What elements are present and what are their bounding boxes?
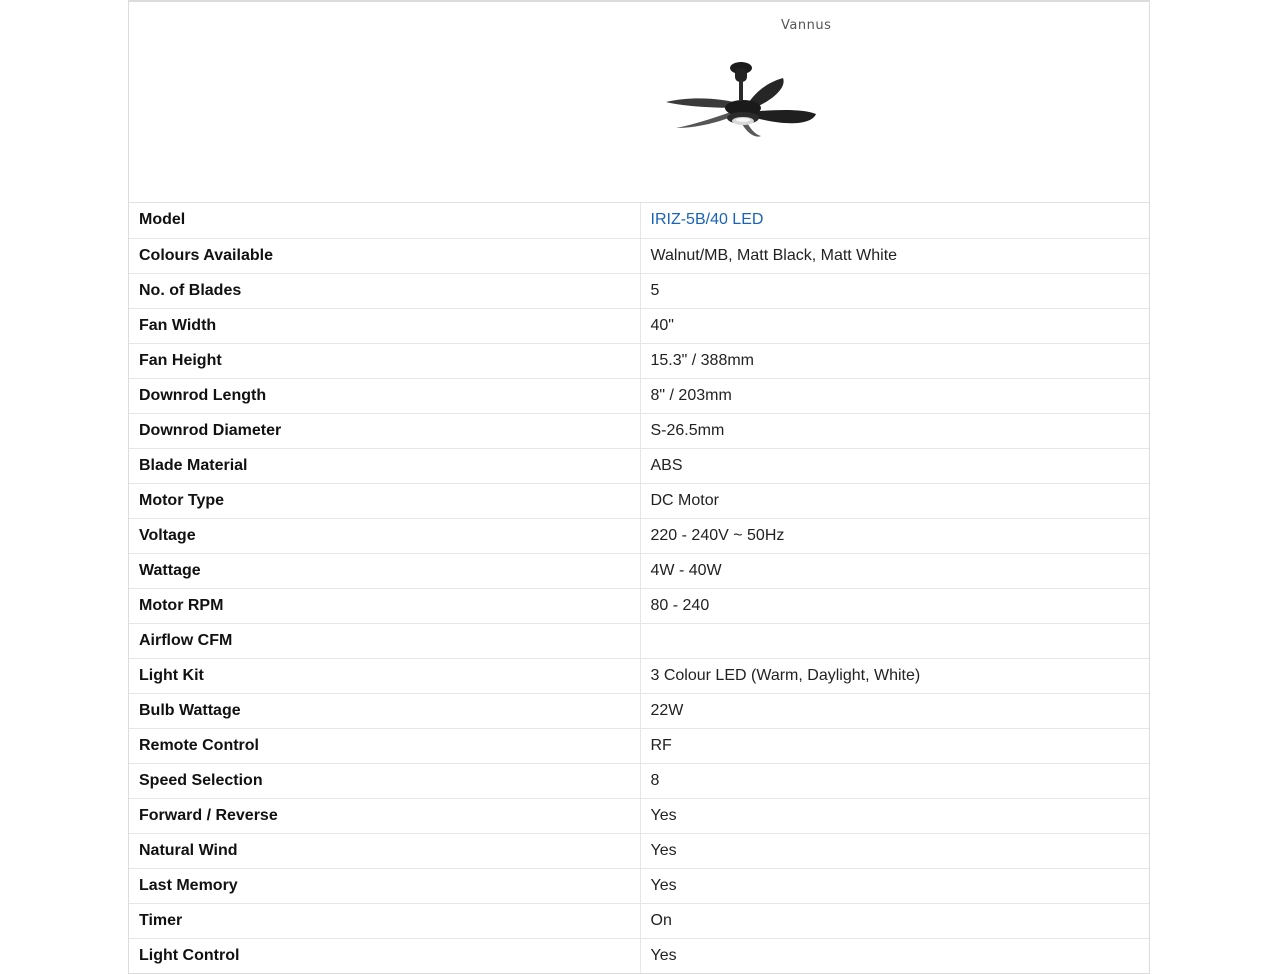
spec-label: Downrod Length bbox=[129, 378, 640, 413]
spec-value: 22W bbox=[640, 693, 1149, 728]
spec-row bbox=[129, 238, 1149, 273]
spec-label: Airflow CFM bbox=[129, 623, 640, 658]
spec-value: 4W - 40W bbox=[640, 553, 1149, 588]
spec-value: 8" / 203mm bbox=[640, 378, 1149, 413]
ceiling-fan-image bbox=[661, 60, 821, 150]
product-image-area bbox=[129, 2, 1149, 203]
spec-value bbox=[640, 623, 1149, 658]
spec-value: 5 bbox=[640, 273, 1149, 308]
spec-label: Natural Wind bbox=[129, 833, 640, 868]
spec-label: Colours Available bbox=[129, 238, 640, 273]
spec-row bbox=[129, 763, 1149, 798]
spec-row bbox=[129, 588, 1149, 623]
spec-value bbox=[640, 203, 1149, 238]
spec-value: 8 bbox=[640, 763, 1149, 798]
spec-value: Yes bbox=[640, 798, 1149, 833]
spec-label: Blade Material bbox=[129, 448, 640, 483]
spec-row bbox=[129, 833, 1149, 868]
spec-value: Yes bbox=[650, 946, 677, 964]
spec-label: Remote Control bbox=[129, 728, 640, 763]
specifications-table-body bbox=[129, 203, 1149, 973]
spec-value: Walnut/MB, Matt Black, Matt White bbox=[640, 238, 1149, 273]
spec-label: Speed Selection bbox=[129, 763, 640, 798]
spec-row bbox=[129, 903, 1149, 938]
spec-value: RF bbox=[640, 728, 1149, 763]
spec-label: Model bbox=[129, 203, 640, 238]
spec-value: Yes bbox=[640, 868, 1149, 903]
spec-label: Motor RPM bbox=[129, 588, 640, 623]
spec-row bbox=[129, 343, 1149, 378]
spec-row bbox=[129, 413, 1149, 448]
spec-row bbox=[129, 553, 1149, 588]
spec-label: Light Kit bbox=[129, 658, 640, 693]
spec-label: No. of Blades bbox=[129, 273, 640, 308]
spec-value: Yes bbox=[640, 833, 1149, 868]
product-spec-card bbox=[128, 0, 1150, 974]
spec-row bbox=[129, 518, 1149, 553]
spec-label: Light Control bbox=[129, 938, 640, 973]
spec-row bbox=[129, 868, 1149, 903]
spec-label: Motor Type bbox=[129, 483, 640, 518]
spec-row bbox=[129, 693, 1149, 728]
spec-label: Fan Width bbox=[129, 308, 640, 343]
spec-value: DC Motor bbox=[640, 483, 1149, 518]
brand-logo: Vannus bbox=[781, 18, 832, 33]
spec-label: Downrod Diameter bbox=[129, 413, 640, 448]
spec-label: Wattage bbox=[129, 553, 640, 588]
spec-label: Forward / Reverse bbox=[129, 798, 640, 833]
spec-row bbox=[129, 483, 1149, 518]
spec-label: Fan Height bbox=[129, 343, 640, 378]
spec-value: 40" bbox=[640, 308, 1149, 343]
spec-value: 80 - 240 bbox=[640, 588, 1149, 623]
spec-row bbox=[129, 938, 1149, 973]
spec-row bbox=[129, 448, 1149, 483]
spec-value: S-26.5mm bbox=[640, 413, 1149, 448]
spec-row bbox=[129, 378, 1149, 413]
specifications-table bbox=[129, 203, 1149, 973]
spec-value: 3 Colour LED (Warm, Daylight, White) bbox=[640, 658, 1149, 693]
spec-row bbox=[129, 798, 1149, 833]
spec-row bbox=[129, 203, 1149, 238]
spec-row bbox=[129, 623, 1149, 658]
spec-row bbox=[129, 658, 1149, 693]
spec-label: Voltage bbox=[129, 518, 640, 553]
spec-value: On bbox=[640, 903, 1149, 938]
spec-row bbox=[129, 728, 1149, 763]
spec-value: ABS bbox=[640, 448, 1149, 483]
spec-label: Timer bbox=[129, 903, 640, 938]
spec-label: Bulb Wattage bbox=[129, 693, 640, 728]
spec-row bbox=[129, 273, 1149, 308]
spec-value: 15.3" / 388mm bbox=[640, 343, 1149, 378]
spec-row bbox=[129, 308, 1149, 343]
spec-label: Last Memory bbox=[129, 868, 640, 903]
model-link[interactable]: IRIZ-5B/40 LED bbox=[650, 211, 764, 229]
spec-value: 220 - 240V ~ 50Hz bbox=[640, 518, 1149, 553]
